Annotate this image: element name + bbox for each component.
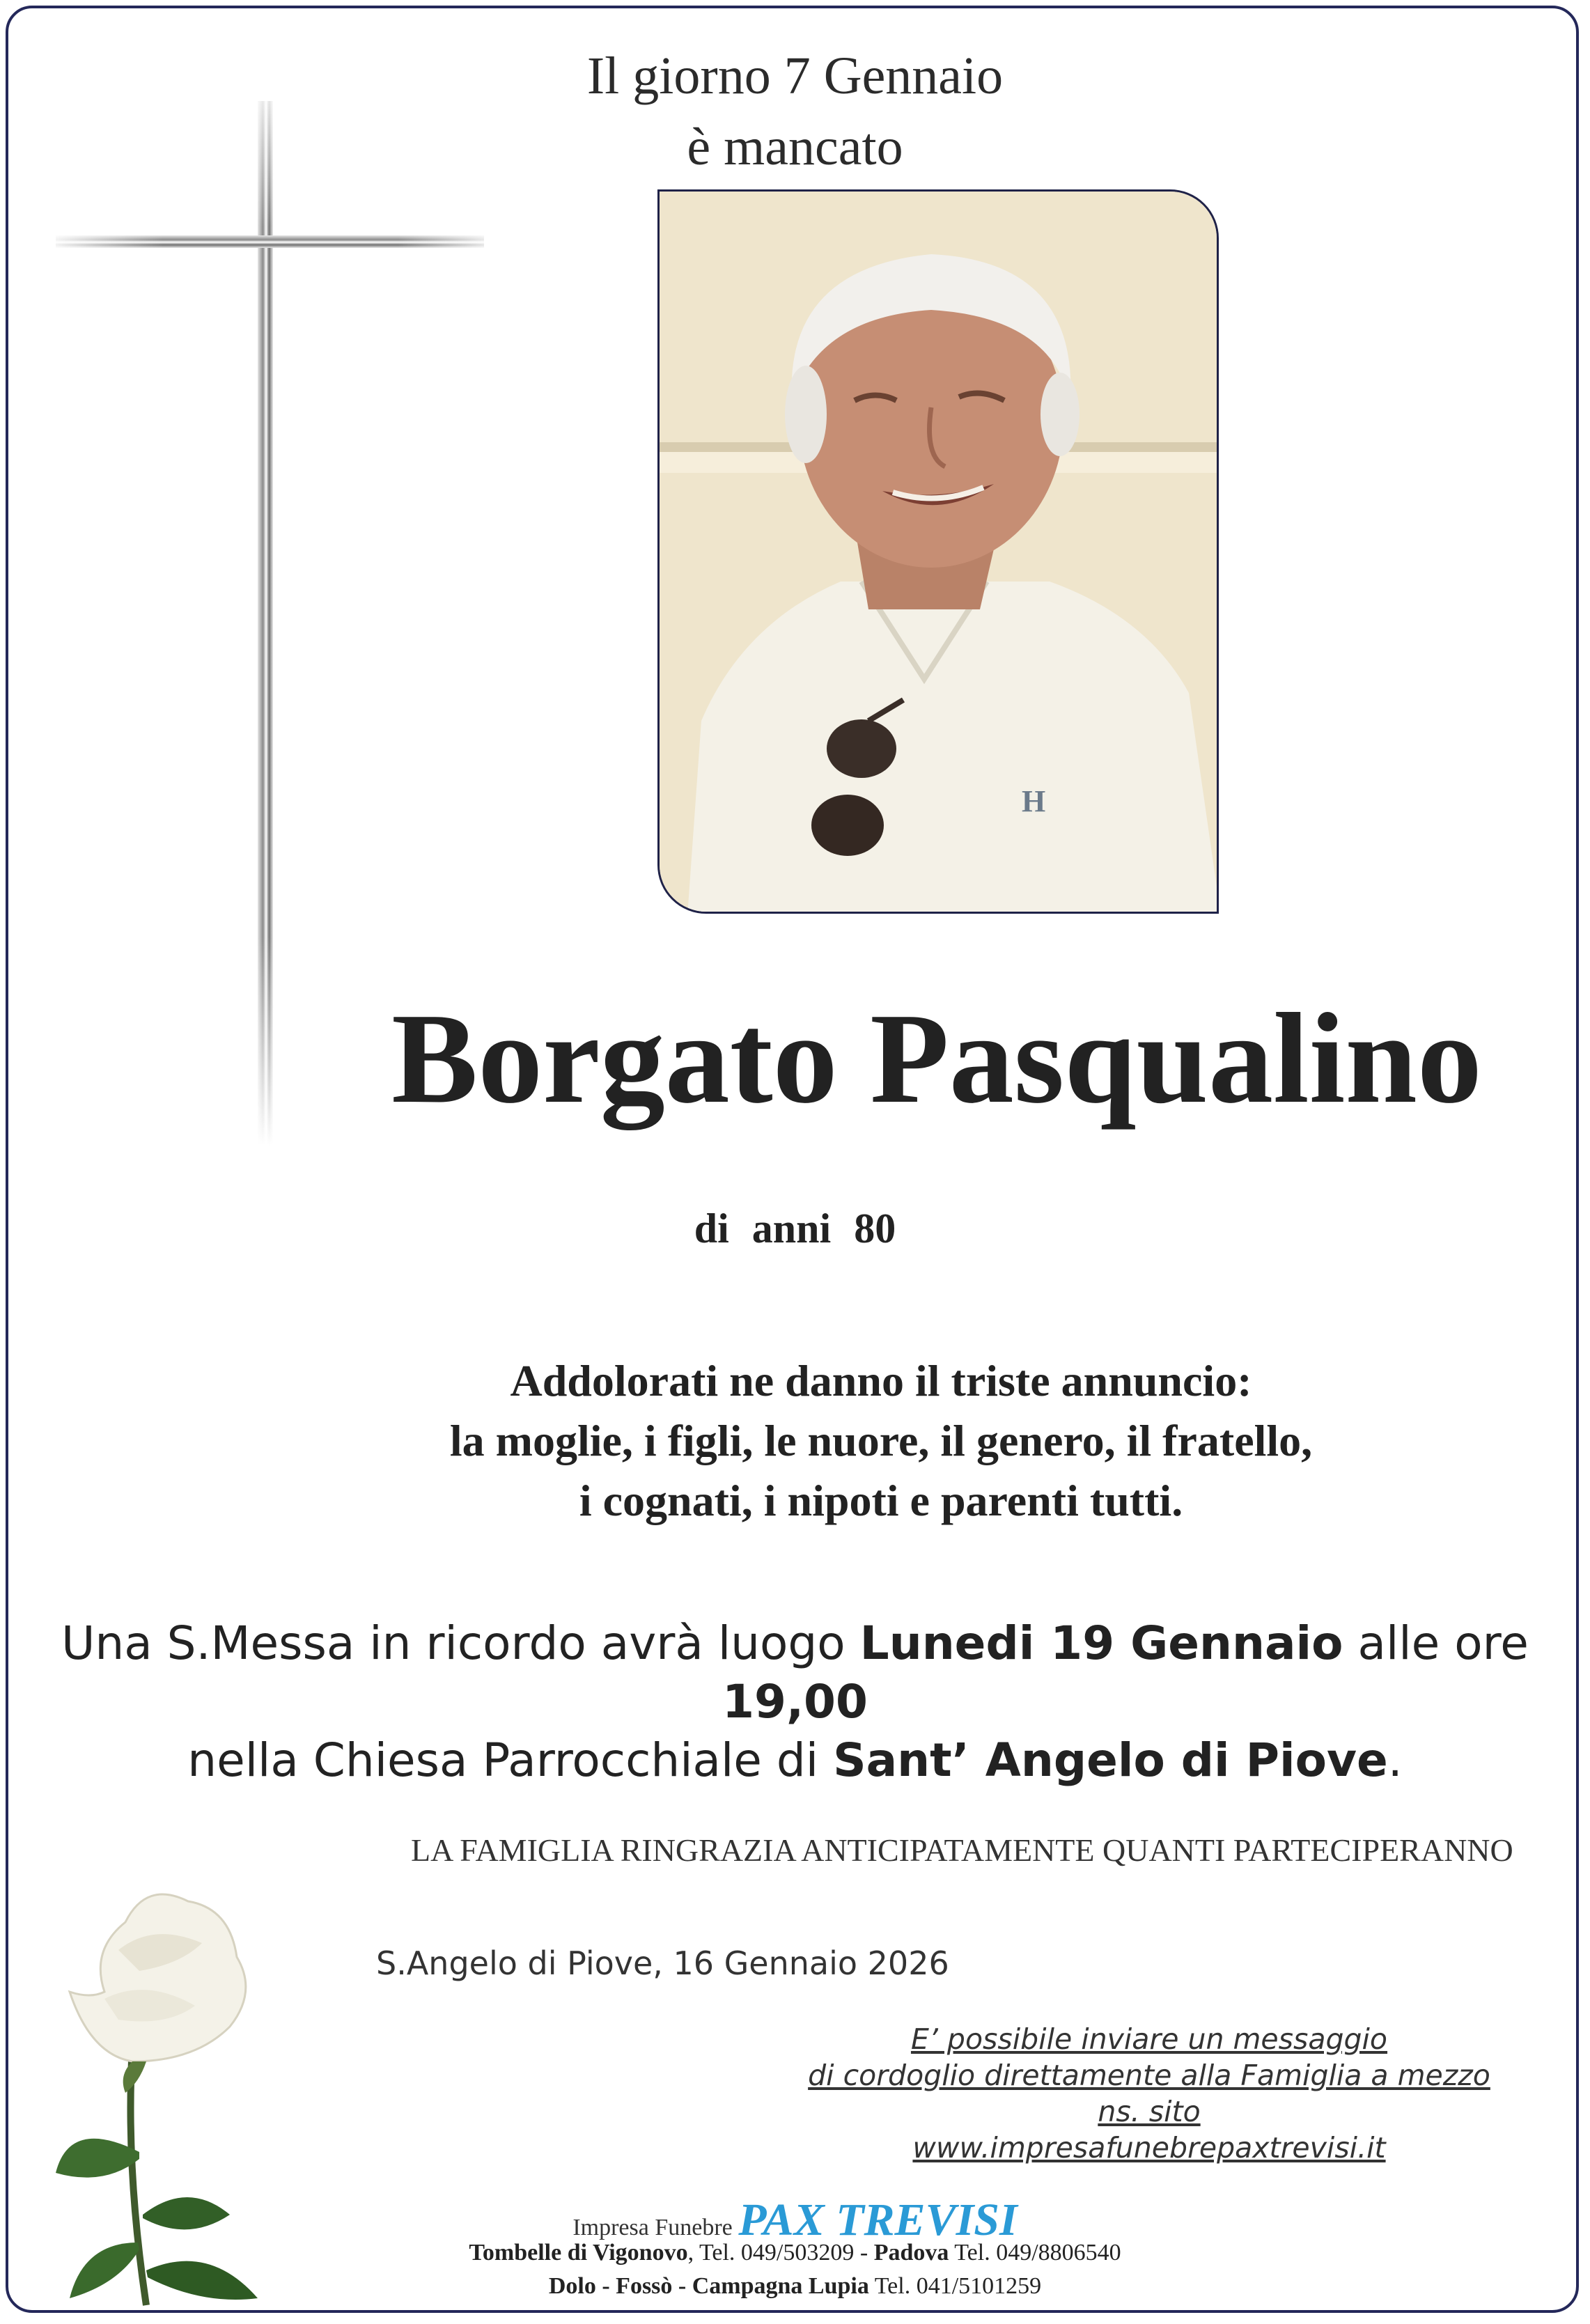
mass-place: Sant’ Angelo di Piove xyxy=(833,1733,1388,1787)
deceased-name: Borgato Pasqualino xyxy=(391,987,1482,1130)
message-line-1: E’ possibile inviare un messaggio xyxy=(910,2022,1388,2056)
mass-announcement xyxy=(0,1614,1590,1790)
mourners-line-3: i cognati, i nipoti e parenti tutti. xyxy=(579,1476,1183,1525)
mass-text-2: alle ore xyxy=(1343,1616,1529,1670)
address-padova: Padova xyxy=(873,2240,949,2265)
place-date: S.Angelo di Piove, 16 Gennaio 2026 xyxy=(376,1944,949,1982)
thanks-text: LA FAMIGLIA RINGRAZIA ANTICIPATAMENTE QUANTI PARTECIPERANNO xyxy=(411,1832,1513,1868)
intro-text xyxy=(0,40,1590,182)
mass-text-1: Una S.Messa in ricordo avrà luogo xyxy=(61,1616,860,1670)
mass-text-3: nella Chiesa Parrocchiale di xyxy=(187,1733,834,1787)
mourners-text xyxy=(279,1351,1483,1531)
age-text: di anni 80 xyxy=(694,1206,896,1251)
condolence-message xyxy=(794,2021,1504,2166)
intro-line-1: Il giorno 7 Gennaio xyxy=(586,47,1004,105)
portrait-image xyxy=(660,192,1219,914)
portrait-photo xyxy=(657,189,1219,914)
company-address-1 xyxy=(0,2240,1590,2266)
mass-line-1 xyxy=(0,1614,1590,1731)
mass-text-4: . xyxy=(1387,1733,1403,1787)
address-tel-2: Tel. 049/8806540 xyxy=(949,2240,1121,2265)
funeral-company xyxy=(0,2194,1590,2247)
mourners-line-1: Addolorati ne danno il triste annuncio: xyxy=(510,1356,1252,1405)
company-prefix: Impresa Funebre xyxy=(572,2215,739,2240)
address-tombelle: Tombelle di Vigonovo xyxy=(469,2240,688,2265)
mass-day: Lunedi 19 Gennaio xyxy=(859,1616,1343,1670)
message-line-2: di cordoglio direttamente alla Famiglia a mezzo ns. sito xyxy=(808,2059,1490,2128)
address-dolo: Dolo - Fossò - Campagna Lupia xyxy=(548,2273,869,2299)
mass-line-2 xyxy=(0,1731,1590,1790)
website-link[interactable]: www.impresafunebrepaxtrevisi.it xyxy=(912,2131,1386,2165)
company-address-2 xyxy=(0,2273,1590,2300)
company-brand: PAX TREVISI xyxy=(738,2194,1018,2245)
cross-icon-vertical xyxy=(258,101,273,1146)
intro-line-2: è mancato xyxy=(687,118,903,176)
address-tel-3: Tel. 041/5101259 xyxy=(868,2273,1042,2299)
mass-time: 19,00 xyxy=(722,1675,868,1729)
svg-text:H: H xyxy=(1022,784,1046,818)
mourners-line-2: la moglie, i figli, le nuore, il genero, il fratello, xyxy=(449,1416,1313,1465)
cross-icon-horizontal xyxy=(56,235,484,248)
address-tel-1: , Tel. 049/503209 - xyxy=(687,2240,874,2265)
